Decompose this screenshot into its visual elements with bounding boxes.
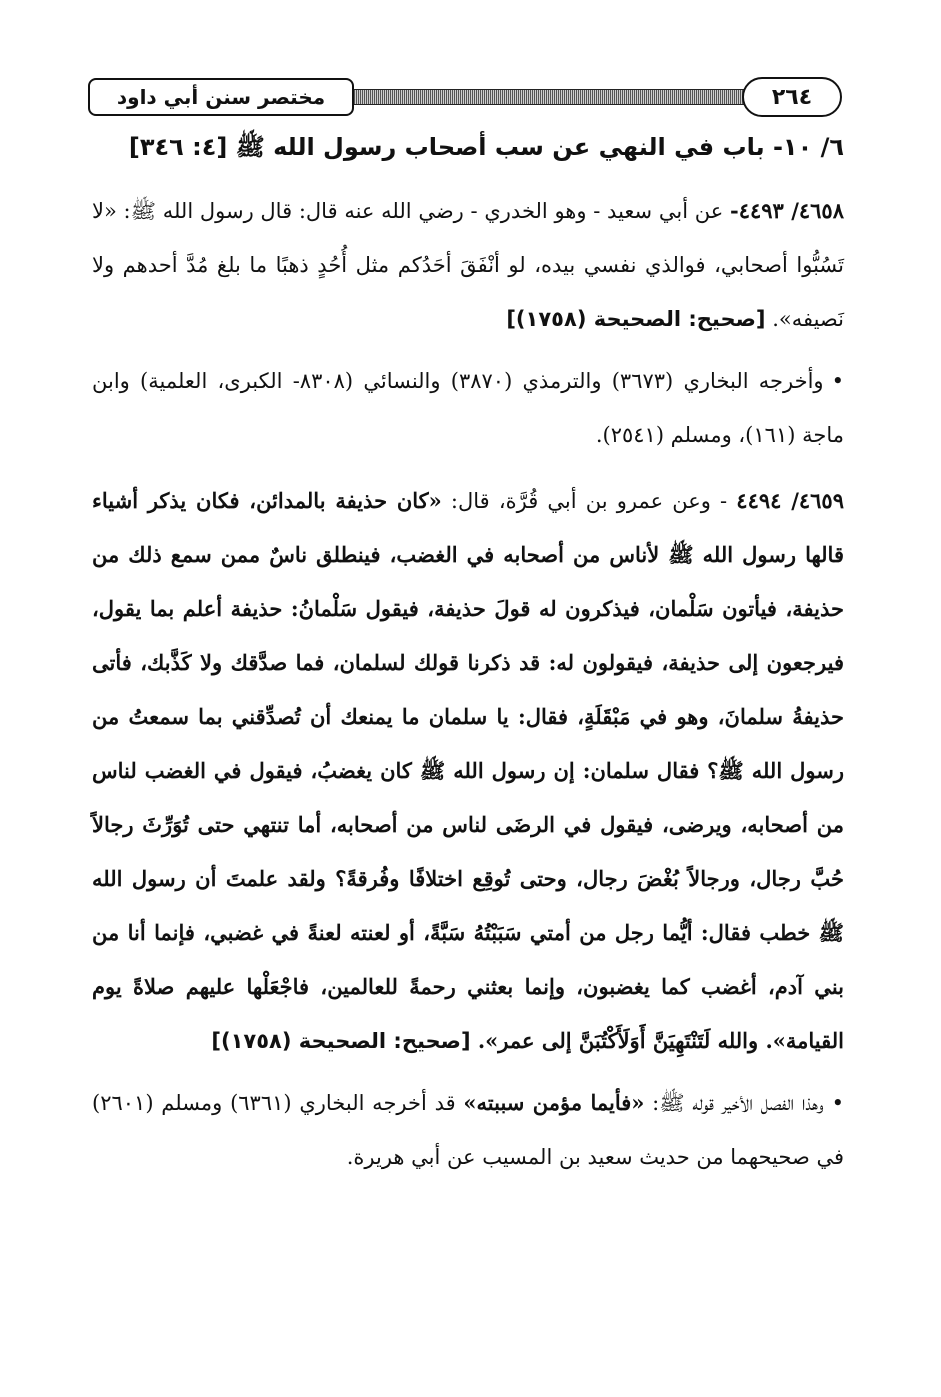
note-text-before: وهذا الفصل الأخير قوله ﷺ: bbox=[644, 1091, 824, 1115]
page-number: ٢٦٤ bbox=[742, 77, 842, 117]
hadith-paragraph-1 bbox=[92, 184, 844, 346]
chapter-heading: ٦/ ١٠- باب في النهي عن سب أصحاب رسول الله ﷺ [٤: ٣٤٦] bbox=[128, 133, 844, 161]
page-header bbox=[88, 76, 850, 116]
hadith-grade: [صحيح: الصحيحة (١٧٥٨)] bbox=[506, 307, 766, 331]
takhrij-note-2 bbox=[92, 1076, 844, 1184]
takhrij-note-1 bbox=[92, 354, 844, 462]
hadith-intro: - وعن عمرو بن أبي قُرَّة، قال: bbox=[441, 489, 737, 513]
bullet-icon: • bbox=[831, 369, 844, 393]
bullet-icon: • bbox=[831, 1091, 844, 1115]
note-text: وأخرجه البخاري (٣٦٧٣) والترمذي (٣٨٧٠) والنسائي (٨٣٠٨- الكبرى، العلمية) وابن ماجة (١٦١)، ومسلم (٢٥٤١). bbox=[92, 369, 844, 447]
hadith-grade: [صحيح: الصحيحة (١٧٥٨)] bbox=[211, 1029, 471, 1053]
hadith-paragraph-2 bbox=[92, 474, 844, 1068]
note-text-after: قد أخرجه البخاري (٦٣٦١) ومسلم (٢٦٠١) في صحيحهما من حديث سعيد بن المسيب عن أبي هريرة. bbox=[92, 1091, 844, 1169]
page-content bbox=[92, 122, 844, 1184]
book-title: مختصر سنن أبي داود bbox=[88, 78, 354, 116]
header-decorative-bar bbox=[338, 89, 750, 105]
hadith-number: ٤٦٥٩/ ٤٤٩٤ bbox=[736, 488, 844, 513]
hadith-text: «كان حذيفة بالمدائن، فكان يذكر أشياء قالها رسول الله ﷺ لأناس من أصحابه في الغضب، فينطلق ناسٌ ممن سمع ذلك من حذيفة، فيأتون سَلْمان، فيذكرون له قولَ حذيفة، فيقول سَلْمانُ: حذيفة أعلم بما يقول، فيرجعون إلى حذيفة، فيقولون له: قد ذكرنا قولك لسلمان، فما صدَّقك ولا كَذَّبك، فأتى حذيفةُ سلمانَ، وهو في مَبْقَلَةٍ، فقال: يا سلمان ما يمنعك أن تُصدِّقني بما سمعتُ من رسول الله ﷺ؟ فقال سلمان: إن رسول الله ﷺ كان يغضبُ، فيقول في الغضب لناس من أصحابه، ويرضى، فيقول في الرضَى لناس من أصحابه، أما تنتهي حتى تُوَرِّثَ رجالاً حُبَّ رجال، ورجالاً بُغْضَ رجال، وحتى تُوقِع اختلافًا وفُرقةً؟ ولقد علمتَ أن رسول الله ﷺ خطب فقال: أيُّما رجل من أمتي سَبَبْتُهُ سَبَّةً، أو لعنته لعنةً في غضبي، فإنما أنا من بني آدم، أغضب كما يغضبون، وإنما بعثني رحمةً للعالمين، فاجْعَلْها عليهم صلاةً يوم القيامة». والله لَتَنْتَهِيَنَّ أَوَلَأَكْتُبَنَّ إلى عمر». bbox=[92, 488, 844, 1053]
hadith-text: عن أبي سعيد - وهو الخدري - رضي الله عنه قال: قال رسول الله ﷺ: «لا تَسُبُّوا أصحابي، فوالذي نفسي بيده، لو أنْفَقَ أحَدُكم مثل أُحُدٍ ذهبًا ما بلغ مُدَّ أحدهم ولا نَصيفه». bbox=[92, 199, 844, 331]
note-quote: «فأيما مؤمن سببته» bbox=[463, 1090, 645, 1115]
hadith-number: ٤٦٥٨/ ٤٤٩٣- bbox=[730, 198, 844, 223]
